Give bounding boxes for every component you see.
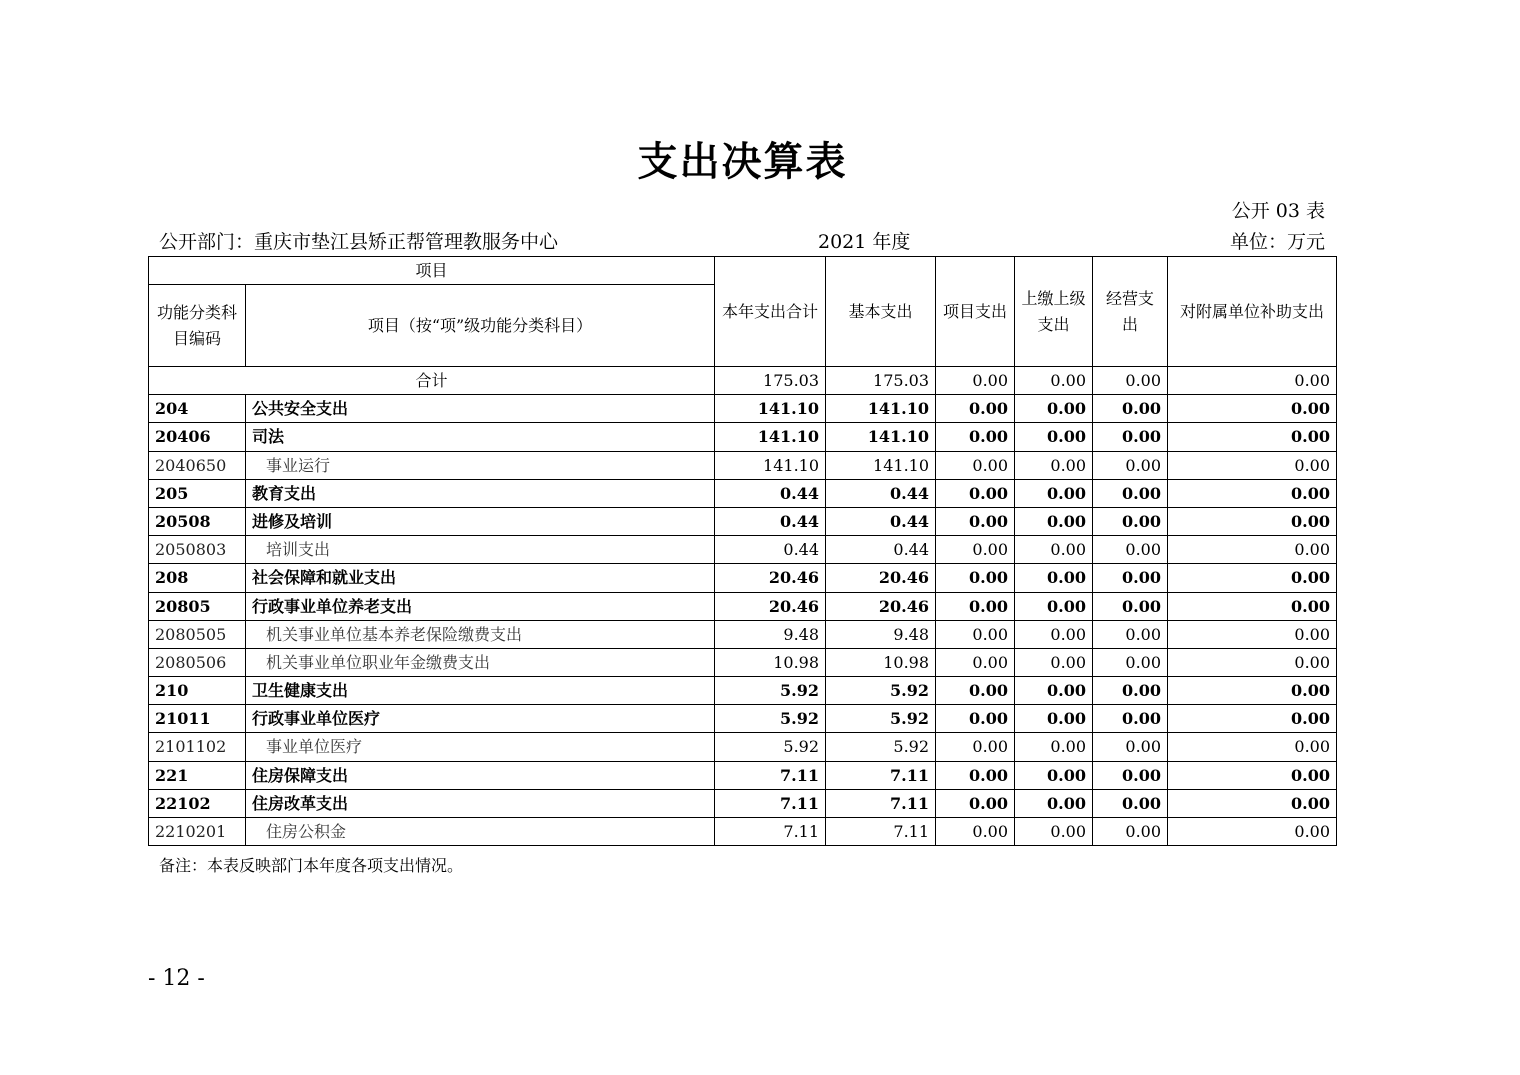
header-code: 功能分类科目编码: [149, 285, 246, 367]
row-value: 0.00: [936, 451, 1015, 479]
total-cell: 175.03: [826, 367, 936, 395]
unit-label: 单位：万元: [1229, 231, 1325, 253]
row-value: 0.00: [1168, 789, 1337, 817]
row-name: 住房公积金: [246, 818, 715, 846]
row-value: 5.92: [826, 733, 936, 761]
row-name: 机关事业单位职业年金缴费支出: [246, 648, 715, 676]
row-value: 0.00: [1093, 592, 1168, 620]
row-value: 7.11: [826, 789, 936, 817]
row-value: 0.00: [1015, 818, 1093, 846]
table-row: [149, 620, 1337, 648]
row-code: 221: [149, 761, 246, 789]
row-value: 20.46: [715, 564, 826, 592]
row-code: 20508: [149, 507, 246, 535]
row-value: 7.11: [826, 818, 936, 846]
form-number: 公开 03 表: [1231, 200, 1325, 222]
row-value: 0.00: [1015, 592, 1093, 620]
row-value: 0.00: [1015, 564, 1093, 592]
row-value: 0.00: [1168, 423, 1337, 451]
row-name: 事业单位医疗: [246, 733, 715, 761]
row-value: 0.00: [1093, 648, 1168, 676]
row-value: 0.00: [936, 536, 1015, 564]
expenditure-table: [148, 256, 1337, 846]
header-upper: 上缴上级支出: [1015, 257, 1093, 367]
table-row: [149, 705, 1337, 733]
row-code: 2101102: [149, 733, 246, 761]
row-code: 210: [149, 677, 246, 705]
table-row: [149, 395, 1337, 423]
row-code: 208: [149, 564, 246, 592]
row-value: 10.98: [826, 648, 936, 676]
row-code: 2210201: [149, 818, 246, 846]
table-row: [149, 479, 1337, 507]
row-value: 0.00: [936, 423, 1015, 451]
row-value: 0.00: [936, 761, 1015, 789]
row-value: 0.44: [715, 479, 826, 507]
row-name: 培训支出: [246, 536, 715, 564]
row-value: 0.00: [1168, 620, 1337, 648]
row-value: 0.00: [936, 789, 1015, 817]
row-value: 7.11: [715, 818, 826, 846]
row-value: 20.46: [826, 592, 936, 620]
total-cell: 0.00: [1093, 367, 1168, 395]
row-value: 0.00: [936, 395, 1015, 423]
row-value: 0.00: [936, 620, 1015, 648]
row-value: 0.44: [826, 536, 936, 564]
row-value: 0.00: [936, 705, 1015, 733]
row-value: 5.92: [826, 677, 936, 705]
total-cell: 0.00: [936, 367, 1015, 395]
header-project-group: 项目: [149, 257, 715, 285]
total-cell: 0.00: [1168, 367, 1337, 395]
row-value: 0.00: [936, 818, 1015, 846]
row-value: 0.00: [1093, 451, 1168, 479]
row-code: 2050803: [149, 536, 246, 564]
row-value: 0.00: [1168, 705, 1337, 733]
footnote: 备注：本表反映部门本年度各项支出情况。: [159, 856, 464, 875]
row-value: 0.00: [1015, 507, 1093, 535]
table-row: [149, 677, 1337, 705]
row-value: 141.10: [826, 395, 936, 423]
row-value: 0.00: [1168, 451, 1337, 479]
row-value: 141.10: [715, 423, 826, 451]
year-label: 2021 年度: [818, 231, 911, 253]
table-row: [149, 564, 1337, 592]
row-value: 0.00: [1093, 705, 1168, 733]
table-row: [149, 507, 1337, 535]
table-row: [149, 789, 1337, 817]
table-row: [149, 592, 1337, 620]
row-value: 0.00: [1168, 395, 1337, 423]
row-value: 0.00: [1168, 564, 1337, 592]
row-value: 0.00: [1168, 507, 1337, 535]
row-value: 20.46: [826, 564, 936, 592]
table-row: [149, 451, 1337, 479]
row-value: 0.00: [1015, 705, 1093, 733]
row-value: 0.00: [1093, 423, 1168, 451]
row-value: 0.00: [936, 677, 1015, 705]
row-value: 0.00: [1168, 761, 1337, 789]
row-code: 21011: [149, 705, 246, 733]
row-code: 2080506: [149, 648, 246, 676]
row-value: 0.00: [1093, 479, 1168, 507]
header-total: 本年支出合计: [715, 257, 826, 367]
header-operating: 经营支出: [1093, 257, 1168, 367]
row-value: 7.11: [715, 761, 826, 789]
row-value: 0.00: [1015, 677, 1093, 705]
row-value: 0.00: [936, 507, 1015, 535]
table-row: [149, 648, 1337, 676]
row-value: 0.44: [826, 479, 936, 507]
row-value: 0.00: [1168, 677, 1337, 705]
row-name: 住房改革支出: [246, 789, 715, 817]
row-value: 0.00: [1015, 761, 1093, 789]
row-value: 0.00: [1168, 536, 1337, 564]
total-row: [149, 367, 1337, 395]
row-name: 公共安全支出: [246, 395, 715, 423]
row-value: 0.00: [1093, 620, 1168, 648]
header-name: 项目（按“项”级功能分类科目）: [246, 285, 715, 367]
row-name: 司法: [246, 423, 715, 451]
row-value: 0.00: [936, 564, 1015, 592]
table-row: [149, 423, 1337, 451]
row-value: 0.00: [1015, 479, 1093, 507]
page-number: - 12 -: [148, 966, 205, 991]
row-name: 卫生健康支出: [246, 677, 715, 705]
row-name: 住房保障支出: [246, 761, 715, 789]
row-value: 0.00: [1015, 620, 1093, 648]
department-label: 公开部门：重庆市垫江县矫正帮管理教服务中心: [159, 231, 559, 253]
row-value: 0.00: [1015, 451, 1093, 479]
row-value: 9.48: [826, 620, 936, 648]
row-value: 0.00: [1168, 733, 1337, 761]
row-value: 0.44: [826, 507, 936, 535]
table-row: [149, 818, 1337, 846]
row-value: 0.44: [715, 507, 826, 535]
row-value: 0.00: [936, 733, 1015, 761]
row-code: 22102: [149, 789, 246, 817]
row-code: 2040650: [149, 451, 246, 479]
row-value: 5.92: [826, 705, 936, 733]
row-value: 5.92: [715, 677, 826, 705]
row-value: 0.00: [1093, 536, 1168, 564]
total-label: 合计: [149, 367, 715, 395]
row-value: 0.00: [936, 592, 1015, 620]
row-code: 2080505: [149, 620, 246, 648]
row-name: 机关事业单位基本养老保险缴费支出: [246, 620, 715, 648]
row-code: 204: [149, 395, 246, 423]
row-value: 0.00: [1168, 648, 1337, 676]
row-code: 20805: [149, 592, 246, 620]
row-value: 141.10: [826, 451, 936, 479]
row-value: 0.00: [1015, 648, 1093, 676]
row-name: 事业运行: [246, 451, 715, 479]
row-name: 行政事业单位医疗: [246, 705, 715, 733]
row-value: 10.98: [715, 648, 826, 676]
row-value: 0.00: [1168, 818, 1337, 846]
row-name: 社会保障和就业支出: [246, 564, 715, 592]
row-value: 0.00: [1093, 818, 1168, 846]
header-project: 项目支出: [936, 257, 1015, 367]
row-value: 0.00: [936, 479, 1015, 507]
row-value: 9.48: [715, 620, 826, 648]
row-value: 0.00: [1015, 423, 1093, 451]
total-cell: 175.03: [715, 367, 826, 395]
row-value: 5.92: [715, 733, 826, 761]
row-value: 0.00: [1093, 761, 1168, 789]
row-value: 0.00: [1015, 536, 1093, 564]
row-value: 7.11: [715, 789, 826, 817]
row-value: 0.00: [936, 648, 1015, 676]
row-name: 教育支出: [246, 479, 715, 507]
row-code: 205: [149, 479, 246, 507]
row-value: 0.00: [1093, 395, 1168, 423]
row-name: 行政事业单位养老支出: [246, 592, 715, 620]
table-row: [149, 761, 1337, 789]
header-subsidy: 对附属单位补助支出: [1168, 257, 1337, 367]
row-value: 0.00: [1093, 564, 1168, 592]
row-value: 0.44: [715, 536, 826, 564]
row-value: 141.10: [715, 395, 826, 423]
row-value: 0.00: [1168, 592, 1337, 620]
row-value: 0.00: [1093, 789, 1168, 817]
row-value: 20.46: [715, 592, 826, 620]
page-title: 支出决算表: [637, 138, 848, 185]
table-row: [149, 733, 1337, 761]
row-value: 0.00: [1168, 479, 1337, 507]
row-value: 0.00: [1093, 733, 1168, 761]
row-value: 0.00: [1015, 395, 1093, 423]
row-value: 5.92: [715, 705, 826, 733]
row-value: 0.00: [1015, 733, 1093, 761]
row-value: 0.00: [1093, 507, 1168, 535]
row-value: 0.00: [1015, 789, 1093, 817]
header-basic: 基本支出: [826, 257, 936, 367]
row-name: 进修及培训: [246, 507, 715, 535]
total-cell: 0.00: [1015, 367, 1093, 395]
row-value: 141.10: [715, 451, 826, 479]
table-row: [149, 536, 1337, 564]
row-code: 20406: [149, 423, 246, 451]
row-value: 0.00: [1093, 677, 1168, 705]
row-value: 7.11: [826, 761, 936, 789]
row-value: 141.10: [826, 423, 936, 451]
